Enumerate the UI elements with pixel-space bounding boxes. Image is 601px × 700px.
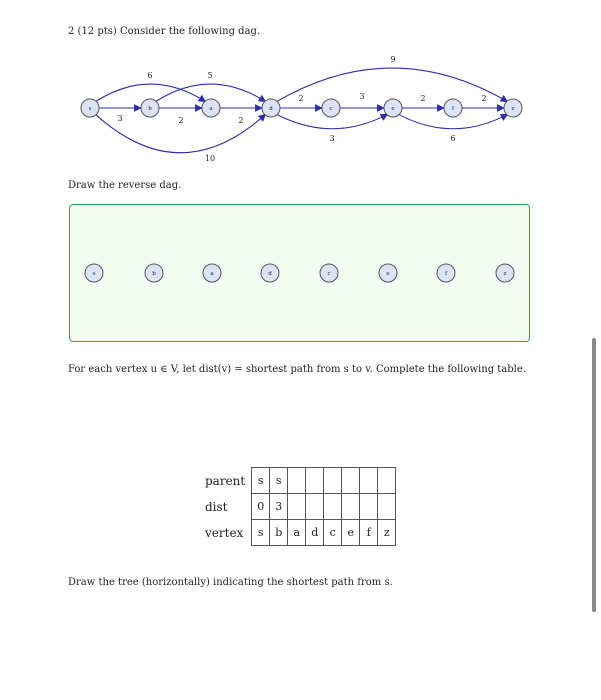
table-cell[interactable] xyxy=(288,494,306,520)
svg-text:e: e xyxy=(391,106,395,113)
reverse-node-e[interactable] xyxy=(379,264,397,282)
svg-text:b: b xyxy=(148,106,152,113)
edge-weight-d-e: 3 xyxy=(329,134,335,143)
row-label: vertex xyxy=(205,525,244,540)
edge-weight-b-a: 2 xyxy=(178,116,184,125)
edge-d-z xyxy=(276,68,507,102)
table-cell[interactable] xyxy=(378,468,396,494)
reverse-node-f[interactable] xyxy=(437,264,455,282)
table-cell[interactable] xyxy=(360,468,378,494)
dag-node-e xyxy=(384,99,402,117)
edge-weight-e-z: 6 xyxy=(450,134,456,143)
table-cell[interactable] xyxy=(306,494,324,520)
table-cell[interactable] xyxy=(324,468,342,494)
table-cell[interactable] xyxy=(324,494,342,520)
dag-node-b xyxy=(141,99,159,117)
table-cell[interactable]: s xyxy=(270,468,288,494)
reverse-node-b[interactable] xyxy=(145,264,163,282)
edge-weight-a-d: 2 xyxy=(238,116,244,125)
dag-node-s xyxy=(81,99,99,117)
row-label: parent xyxy=(205,473,246,488)
table-row-dist xyxy=(205,494,396,520)
vertical-scrollbar[interactable] xyxy=(592,338,596,612)
table-row-parent xyxy=(205,468,396,494)
svg-text:a: a xyxy=(210,271,214,278)
row-label: dist xyxy=(205,499,228,514)
table-cell: b xyxy=(270,520,288,546)
table-cell[interactable] xyxy=(306,468,324,494)
reverse-node-a[interactable] xyxy=(203,264,221,282)
table-cell: z xyxy=(378,520,396,546)
table-cell: d xyxy=(306,520,324,546)
svg-text:z: z xyxy=(503,271,507,278)
dag-graph xyxy=(0,40,601,175)
svg-text:c: c xyxy=(327,271,331,278)
table-cell[interactable] xyxy=(360,494,378,520)
svg-text:s: s xyxy=(92,271,96,278)
table-cell: s xyxy=(252,520,270,546)
edge-weight-c-e: 3 xyxy=(359,92,365,101)
table-cell[interactable] xyxy=(342,468,360,494)
table-prompt: For each vertex u ∈ V, let dist(v) = shortest path from s to v. Complete the following table. xyxy=(68,364,526,375)
reverse-node-z[interactable] xyxy=(496,264,514,282)
edge-weight-d-c: 2 xyxy=(298,94,304,103)
edge-weight-d-z: 9 xyxy=(390,55,396,64)
dag-node-a xyxy=(202,99,220,117)
table-cell[interactable]: s xyxy=(252,468,270,494)
reverse-node-c[interactable] xyxy=(320,264,338,282)
svg-text:z: z xyxy=(511,106,515,113)
table-cell[interactable]: 0 xyxy=(252,494,270,520)
reverse-dag-answer-box[interactable] xyxy=(69,204,530,342)
svg-text:a: a xyxy=(209,106,213,113)
table-cell: a xyxy=(288,520,306,546)
svg-text:d: d xyxy=(269,106,273,113)
shortest-path-table xyxy=(205,467,396,546)
svg-text:b: b xyxy=(152,271,156,278)
table-cell: e xyxy=(342,520,360,546)
svg-text:e: e xyxy=(386,271,390,278)
table-cell[interactable] xyxy=(288,468,306,494)
question-title: 2 (12 pts) Consider the following dag. xyxy=(68,26,261,37)
svg-text:f: f xyxy=(451,106,455,113)
reverse-node-d[interactable] xyxy=(261,264,279,282)
reverse-node-s[interactable] xyxy=(85,264,103,282)
table-row-vertex xyxy=(205,520,396,546)
dag-node-f xyxy=(444,99,462,117)
edge-weight-e-f: 2 xyxy=(420,94,426,103)
svg-text:s: s xyxy=(88,106,92,113)
dag-node-d xyxy=(262,99,280,117)
table-cell[interactable]: 3 xyxy=(270,494,288,520)
table-cell[interactable] xyxy=(342,494,360,520)
dag-node-z xyxy=(504,99,522,117)
table-cell: c xyxy=(324,520,342,546)
edge-weight-s-d: 10 xyxy=(204,154,216,163)
reverse-dag-canvas xyxy=(70,205,529,341)
edge-weight-s-b: 3 xyxy=(117,114,123,123)
edge-weight-s-a: 6 xyxy=(147,71,153,80)
table-cell: f xyxy=(360,520,378,546)
dag-node-c xyxy=(322,99,340,117)
reverse-dag-prompt: Draw the reverse dag. xyxy=(68,180,182,191)
tree-prompt: Draw the tree (horizontally) indicating the shortest path from s. xyxy=(68,577,393,588)
svg-text:f: f xyxy=(444,271,448,278)
edge-weight-b-d: 5 xyxy=(207,71,213,80)
edge-weight-f-z: 2 xyxy=(481,94,487,103)
svg-text:c: c xyxy=(329,106,333,113)
svg-text:d: d xyxy=(268,271,272,278)
table-cell[interactable] xyxy=(378,494,396,520)
